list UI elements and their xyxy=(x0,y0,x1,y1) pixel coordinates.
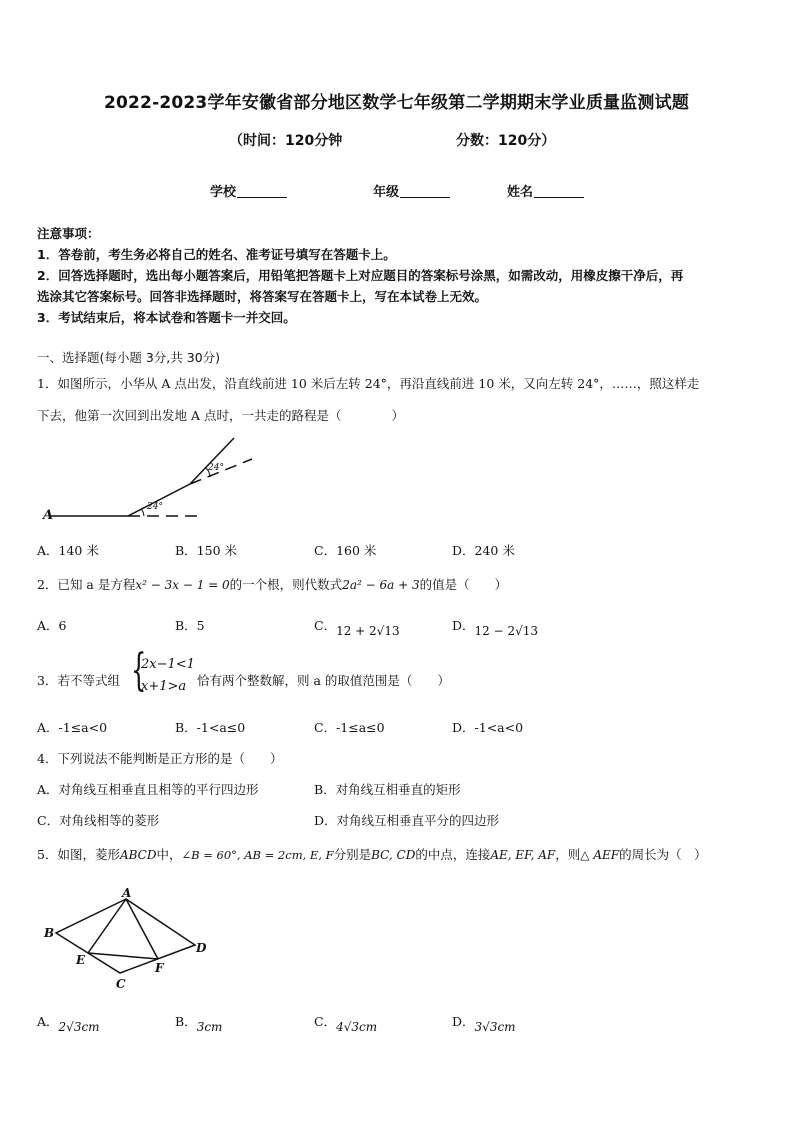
grade-label: 年级 xyxy=(373,185,400,200)
q5-mid4: ，则 xyxy=(555,847,581,862)
q2-stem xyxy=(37,575,507,593)
q3-post: 恰有两个整数解，则 a 的取值范围是（ ） xyxy=(197,673,450,688)
q5-fig-label-d: D xyxy=(196,941,207,955)
q2-pre: 2．已知 a 是方程 xyxy=(37,577,136,592)
name-field xyxy=(507,181,584,200)
note-3: 3．考试结束后，将本试卷和答题卡一并交回。 xyxy=(37,310,296,325)
q5-option-b[interactable] xyxy=(175,1012,223,1034)
exam-time: （时间：120分钟 xyxy=(229,133,343,149)
section-heading: 一、选择题(每小题 3分,共 30分) xyxy=(37,350,221,365)
q3-option-a[interactable]: A．-1≤a<0 xyxy=(37,720,108,735)
q5-option-c-value: 4√3cm xyxy=(336,1020,378,1034)
q1-option-a[interactable]: A．140 米 xyxy=(37,543,99,558)
q5-option-c-label: C． xyxy=(314,1014,337,1029)
school-field xyxy=(210,181,287,200)
q2-option-c-label: C． xyxy=(314,618,337,633)
q2-option-d-value: 12 − 2√13 xyxy=(474,624,539,638)
q5-fig-label-a: A xyxy=(122,886,132,900)
grade-field xyxy=(373,181,450,200)
exam-score: 分数：120分） xyxy=(456,133,556,149)
q1-stem-line2: 下去，他第一次回到出发地 A 点时，一共走的路程是（ ） xyxy=(37,408,404,423)
note-2b: 选涂其它答案标号。回答非选择题时，将答案写在答题卡上，写在本试卷上无效。 xyxy=(37,289,488,304)
q4-option-b[interactable]: B．对角线互相垂直的矩形 xyxy=(314,782,461,797)
q3-inequality-2: x+1>a xyxy=(141,679,187,694)
q5-option-a-value: 2√3cm xyxy=(58,1020,100,1034)
q5-fig-label-e: E xyxy=(76,953,86,967)
q3-option-d[interactable]: D．-1<a<0 xyxy=(452,720,524,735)
q5-option-d-value: 3√3cm xyxy=(474,1020,516,1034)
q3-pre: 3．若不等式组 xyxy=(37,673,120,688)
q5-option-a[interactable] xyxy=(37,1012,100,1034)
q5-fig-label-b: B xyxy=(44,926,55,940)
q5-option-d[interactable] xyxy=(452,1012,516,1034)
q1-option-b[interactable]: B．150 米 xyxy=(175,543,238,558)
q1-stem-line1: 1．如图所示，小华从 A 点出发，沿直线前进 10 米后左转 24°，再沿直线前进 10 米，又向左转 24°，……，照这样走 xyxy=(37,376,700,391)
notes-heading: 注意事项： xyxy=(37,226,100,241)
q3-option-b[interactable]: B．-1<a≤0 xyxy=(175,720,246,735)
q5-fig-label-c: C xyxy=(116,977,126,991)
q2-option-a[interactable]: A．6 xyxy=(37,618,67,633)
q2-equation: x² − 3x − 1 = 0 xyxy=(135,578,230,592)
q1-fig-label-a: A xyxy=(43,508,54,523)
q2-option-d[interactable] xyxy=(452,616,539,638)
q1-fig-angle2: 24° xyxy=(208,463,224,473)
q5-abcd: ABCD xyxy=(119,848,157,862)
q5-option-d-label: D． xyxy=(452,1014,475,1029)
q5-condition: ∠B = 60°, AB = 2cm, E, F xyxy=(181,848,334,862)
q5-mid3: 的中点，连接 xyxy=(415,847,491,862)
q1-fig-angle1: 24° xyxy=(147,502,163,512)
q5-option-a-label: A． xyxy=(37,1014,59,1029)
q4-option-d[interactable]: D．对角线互相垂直平分的四边形 xyxy=(314,813,500,828)
q3-inequality-system xyxy=(131,645,201,699)
q5-bc-cd: BC, CD xyxy=(371,848,416,862)
q4-stem: 4．下列说法不能判断是正方形的是（ ） xyxy=(37,751,283,766)
note-2a: 2．回答选择题时，选出每小题答案后，用铅笔把答题卡上对应题目的答案标号涂黑，如需改动，用橡皮擦干净后，再 xyxy=(37,268,684,283)
q5-pre: 5．如图，菱形 xyxy=(37,847,120,862)
q5-option-b-value: 3cm xyxy=(196,1020,223,1034)
grade-blank[interactable] xyxy=(400,186,450,198)
q2-post: 的值是（ ） xyxy=(419,577,508,592)
q2-mid: 的一个根，则代数式 xyxy=(229,577,343,592)
name-label: 姓名 xyxy=(507,185,534,200)
q2-expression: 2a² − 6a + 3 xyxy=(342,578,420,592)
q1-option-d[interactable]: D．240 米 xyxy=(452,543,515,558)
school-blank[interactable] xyxy=(237,186,287,198)
q5-option-b-label: B． xyxy=(175,1014,197,1029)
q1-option-c[interactable]: C．160 米 xyxy=(314,543,377,558)
q4-option-a[interactable]: A．对角线互相垂直且相等的平行四边形 xyxy=(37,782,259,797)
q2-option-b[interactable]: B．5 xyxy=(175,618,205,633)
note-1: 1．答卷前，考生务必将自己的姓名、准考证号填写在答题卡上。 xyxy=(37,247,396,262)
name-blank[interactable] xyxy=(534,186,584,198)
q5-stem xyxy=(37,845,707,863)
q5-fig-label-f: F xyxy=(155,961,164,975)
q5-post: 的周长为（ ） xyxy=(619,847,707,862)
q2-option-c-value: 12 + 2√13 xyxy=(336,624,400,638)
q5-mid1: 中， xyxy=(156,847,182,862)
q5-figure xyxy=(40,885,220,995)
q3-brace: { xyxy=(131,645,147,696)
q5-mid2: 分别是 xyxy=(333,847,372,862)
q3-inequality-1: 2x−1<1 xyxy=(141,657,195,672)
q5-lines: AE, EF, AF xyxy=(490,848,556,862)
page-title: 2022-2023学年安徽省部分地区数学七年级第二学期期末学业质量监测试题 xyxy=(103,93,690,113)
q2-option-c[interactable] xyxy=(314,616,400,638)
q3-option-c[interactable]: C．-1≤a≤0 xyxy=(314,720,385,735)
q4-option-c[interactable]: C．对角线相等的菱形 xyxy=(37,813,160,828)
q2-option-d-label: D． xyxy=(452,618,475,633)
q5-triangle: △ AEF xyxy=(580,848,620,862)
school-label: 学校 xyxy=(210,185,237,200)
q5-option-c[interactable] xyxy=(314,1012,378,1034)
